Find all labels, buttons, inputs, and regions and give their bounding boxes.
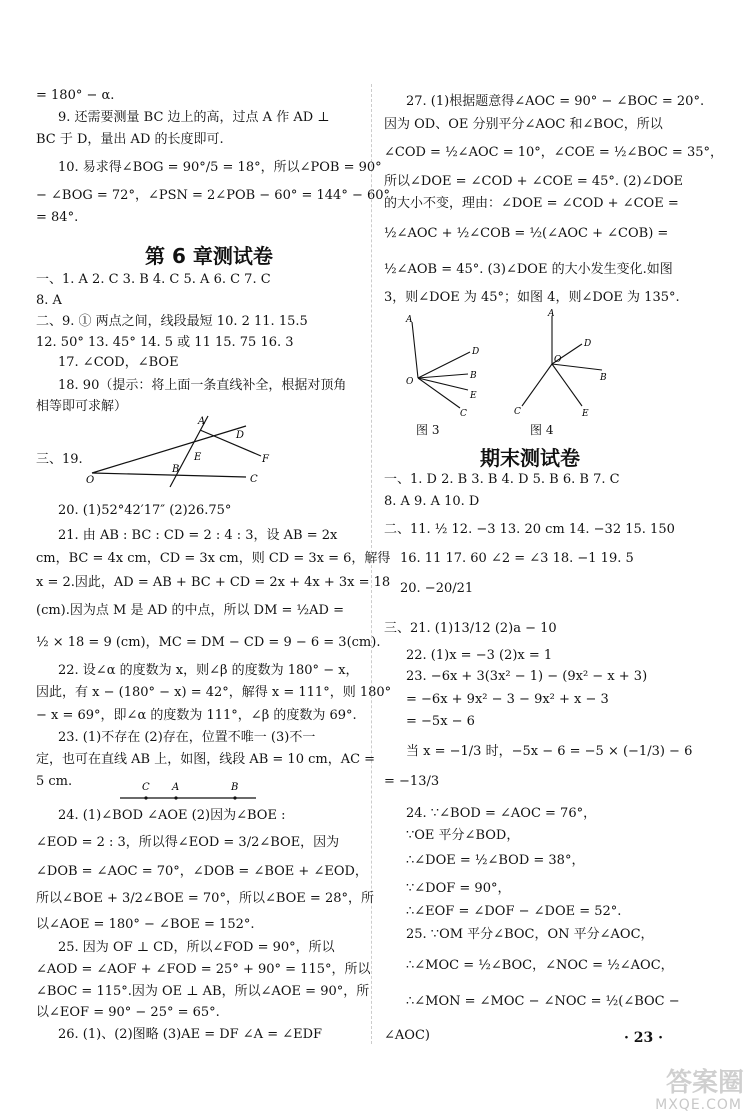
figure-label: F bbox=[262, 454, 269, 465]
answer-line: 一、1. A 2. C 3. B 4. C 5. A 6. C 7. C bbox=[36, 272, 271, 287]
text-line: − x = 69°，即∠α 的度数为 111°，∠β 的度数为 69°. bbox=[36, 708, 357, 723]
answer-line: 8. A 9. A 10. D bbox=[384, 494, 480, 509]
text-line: 20. (1)52°42′17″ (2)26.75° bbox=[58, 503, 232, 518]
figure-label: B bbox=[231, 782, 239, 793]
figure-label: A bbox=[548, 309, 555, 319]
figure-19 bbox=[86, 412, 276, 492]
text-line: − ∠BOG = 72°，∠PSN = 2∠POB − 60° = 144° − 60° bbox=[36, 188, 391, 203]
figure-label: A bbox=[172, 782, 180, 793]
figure-label: E bbox=[194, 452, 202, 463]
answer-line: 二、11. ½ 12. −3 13. 20 cm 14. −32 15. 150 bbox=[384, 522, 675, 537]
watermark-logo: 答案圈 bbox=[665, 1068, 744, 1098]
figure-caption: 图 3 bbox=[416, 423, 440, 437]
figure-label: C bbox=[514, 407, 521, 416]
section-heading: 期末测试卷 bbox=[480, 446, 580, 470]
text-line: ∠EOD = 2 : 3，所以得∠EOD = 3/2∠BOE，因为 bbox=[36, 835, 340, 850]
answer-line: 二、9. ① 两点之间，线段最短 10. 2 11. 15.5 bbox=[36, 314, 308, 329]
answer-line: 相等即可求解） bbox=[36, 399, 128, 414]
text-line: 的大小不变，理由：∠DOE = ∠COD + ∠COE = bbox=[384, 196, 679, 211]
text-line: x = 2.因此，AD = AB + BC + CD = 2x + 4x + 3x = 18 bbox=[36, 575, 391, 590]
figure-label: O bbox=[554, 355, 562, 365]
figure-label: O bbox=[406, 377, 414, 387]
answer-line: ∵∠DOF = 90°， bbox=[406, 881, 511, 896]
answer-line: = −6x + 9x² − 3 − 9x² + x − 3 bbox=[406, 692, 609, 707]
text-line: 25. 因为 OF ⊥ CD，所以∠FOD = 90°，所以 bbox=[58, 940, 335, 955]
answer-line: = −13/3 bbox=[384, 774, 440, 789]
answer-line: 20. −20/21 bbox=[400, 581, 474, 596]
text-line: = 180° − α. bbox=[36, 88, 115, 103]
answer-line: 17. ∠COD，∠BOE bbox=[58, 355, 179, 370]
text-line: 所以∠DOE = ∠COD + ∠COE = 45°. (2)∠DOE bbox=[384, 174, 684, 189]
answer-line: 23. −6x + 3(3x² − 1) − (9x² − x + 3) bbox=[406, 669, 648, 684]
figure-label: D bbox=[584, 339, 592, 349]
figure-label: E bbox=[470, 391, 477, 401]
text-line: 因此，有 x − (180° − x) = 42°，解得 x = 111°，则 180° bbox=[36, 685, 392, 700]
answer-line: 三、21. (1)13/12 (2)a − 10 bbox=[384, 621, 557, 636]
text-line: cm，BC = 4x cm，CD = 3x cm，则 CD = 3x = 6，解得 bbox=[36, 551, 391, 566]
figure-label: B bbox=[600, 373, 607, 383]
figure-3 bbox=[398, 308, 490, 416]
text-line: = 84°. bbox=[36, 210, 79, 225]
text-line: 以∠AOE = 180° − ∠BOE = 152°. bbox=[36, 917, 255, 932]
text-line: 3，则∠DOE 为 45°；如图 4，则∠DOE 为 135°. bbox=[384, 290, 680, 305]
text-line: 9. 还需要测量 BC 边上的高，过点 A 作 AD ⊥ bbox=[58, 110, 330, 125]
answer-line: 18. 90（提示：将上面一条直线补全，根据对顶角 bbox=[58, 378, 347, 393]
figure-label: O bbox=[86, 475, 95, 486]
figure-label: E bbox=[582, 409, 589, 416]
answer-line: ∴∠MOC = ½∠BOC，∠NOC = ½∠AOC， bbox=[406, 958, 674, 973]
text-line: ∠COD = ½∠AOC = 10°，∠COE = ½∠BOC = 35°， bbox=[384, 145, 723, 160]
text-line: ½∠AOC + ½∠COB = ½(∠AOC + ∠COB) = bbox=[384, 226, 669, 241]
text-line: 10. 易求得∠BOG = 90°/5 = 18°，所以∠POB = 90° bbox=[58, 160, 382, 175]
text-line: ½∠AOB = 45°. (3)∠DOE 的大小发生变化.如图 bbox=[384, 262, 673, 277]
text-line: ∠AOD = ∠AOF + ∠FOD = 25° + 90° = 115°，所以 bbox=[36, 962, 371, 977]
figure-label: D bbox=[236, 430, 245, 441]
answer-line: 25. ∵OM 平分∠BOC，ON 平分∠AOC， bbox=[406, 927, 654, 942]
answer-line: 22. (1)x = −3 (2)x = 1 bbox=[406, 648, 553, 663]
answer-line: 12. 50° 13. 45° 14. 5 或 11 15. 75 16. 3 bbox=[36, 335, 294, 350]
section-heading: 第 6 章测试卷 bbox=[145, 244, 273, 268]
text-line: ∠DOB = ∠AOC = 70°，∠DOB = ∠BOE + ∠EOD， bbox=[36, 864, 368, 879]
text-line: 23. (1)不存在 (2)存在，位置不唯一 (3)不一 bbox=[58, 730, 316, 745]
answer-line: 一、1. D 2. B 3. B 4. D 5. B 6. B 7. C bbox=[384, 472, 620, 487]
text-line: 26. (1)、(2)图略 (3)AE = DF ∠A = ∠EDF bbox=[58, 1027, 323, 1042]
text-line: (cm).因为点 M 是 AD 的中点，所以 DM = ½AD = bbox=[36, 603, 344, 618]
answer-line: 24. ∵∠BOD = ∠AOC = 76°， bbox=[406, 806, 597, 821]
text-line: ∠BOC = 115°.因为 OE ⊥ AB，所以∠AOE = 90°，所 bbox=[36, 984, 370, 999]
figure-label: D bbox=[472, 347, 480, 357]
text-line: 以∠EOF = 90° − 25° = 65°. bbox=[36, 1005, 220, 1020]
text-line: 22. 设∠α 的度数为 x，则∠β 的度数为 180° − x， bbox=[58, 663, 359, 678]
figure-4 bbox=[508, 308, 612, 416]
figure-label: C bbox=[250, 474, 258, 485]
figure-label: C bbox=[460, 409, 467, 416]
figure-label: B bbox=[470, 371, 477, 381]
text-line: 定，也可在直线 AB 上，如图，线段 AB = 10 cm，AC = bbox=[36, 752, 376, 767]
answer-line: 8. A bbox=[36, 293, 62, 308]
figure-label: C bbox=[142, 782, 150, 793]
answer-line: 16. 11 17. 60 ∠2 = ∠3 18. −1 19. 5 bbox=[400, 551, 634, 566]
question-label: 三、19. bbox=[36, 452, 83, 467]
figure-caption: 图 4 bbox=[530, 423, 554, 437]
figure-label: A bbox=[198, 416, 206, 427]
answer-line: ∠AOC) bbox=[384, 1028, 430, 1043]
answer-line: = −5x − 6 bbox=[406, 714, 475, 729]
figure-label: B bbox=[172, 464, 180, 475]
text-line: 24. (1)∠BOD ∠AOE (2)因为∠BOE : bbox=[58, 808, 286, 823]
watermark-url: MXQE.COM bbox=[655, 1097, 742, 1113]
answer-line: ∴∠MON = ∠MOC − ∠NOC = ½(∠BOC − bbox=[406, 994, 680, 1009]
page-number: · 23 · bbox=[624, 1030, 663, 1046]
answer-line: ∴∠DOE = ½∠BOD = 38°， bbox=[406, 853, 585, 868]
text-line: BC 于 D，量出 AD 的长度即可. bbox=[36, 132, 224, 147]
answer-line: ∴∠EOF = ∠DOF − ∠DOE = 52°. bbox=[406, 904, 622, 919]
figure-label: A bbox=[406, 315, 413, 325]
text-line: 所以∠BOE + 3/2∠BOE = 70°，所以∠BOE = 28°，所 bbox=[36, 891, 374, 906]
answer-line: ∵OE 平分∠BOD， bbox=[406, 828, 520, 843]
text-line: 5 cm. bbox=[36, 774, 73, 789]
answer-line: 当 x = −1/3 时，−5x − 6 = −5 × (−1/3) − 6 bbox=[406, 744, 693, 759]
text-line: 21. 由 AB : BC : CD = 2 : 4 : 3，设 AB = 2x bbox=[58, 528, 338, 543]
figure-23 bbox=[118, 778, 258, 804]
text-line: 因为 OD、OE 分别平分∠AOC 和∠BOC，所以 bbox=[384, 117, 663, 132]
text-line: ½ × 18 = 9 (cm)，MC = DM − CD = 9 − 6 = 3(cm). bbox=[36, 635, 381, 650]
text-line: 27. (1)根据题意得∠AOC = 90° − ∠BOC = 20°. bbox=[406, 94, 705, 109]
